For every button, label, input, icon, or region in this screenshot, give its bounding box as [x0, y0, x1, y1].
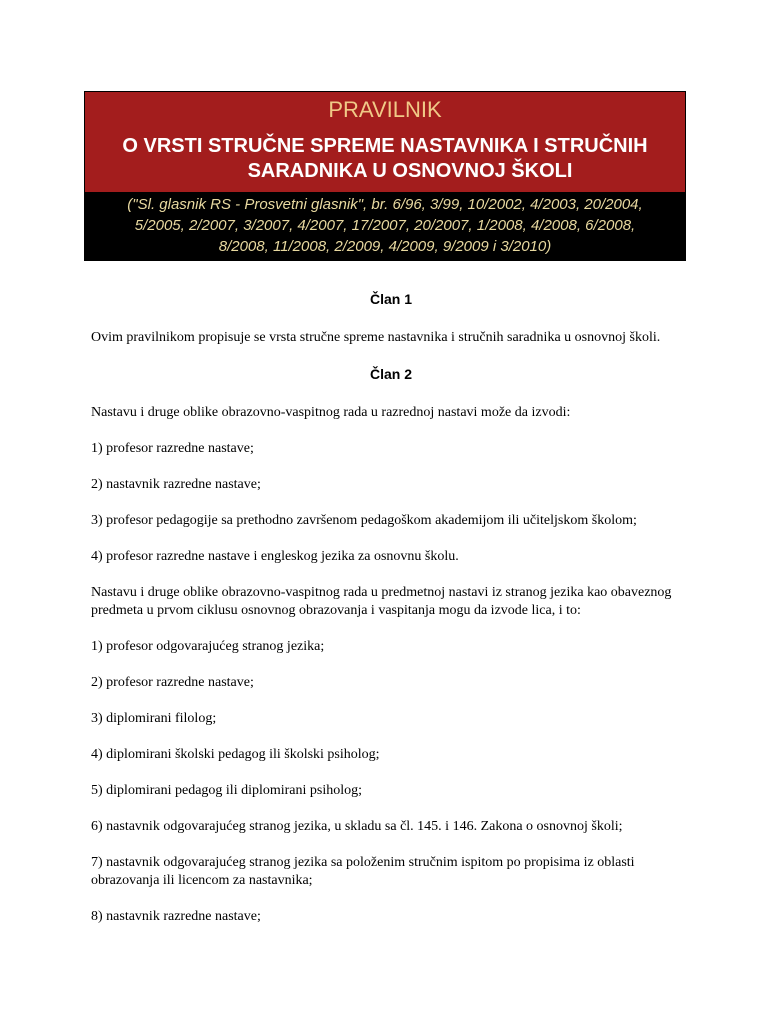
list-item: 3) diplomirani filolog;: [91, 711, 217, 726]
list-item: 7) nastavnik odgovarajućeg stranog jezika sa položenim stručnim ispitom po propisima iz oblasti obrazovanja ili licencom za nastavnika;: [91, 855, 635, 888]
list-item: 4) diplomirani školski pedagog ili školski psiholog;: [91, 747, 380, 762]
list-item: 8) nastavnik razredne nastave;: [91, 909, 261, 924]
header-red-panel: [85, 92, 685, 192]
document-header-banner: [84, 91, 686, 261]
article-2-title: Član 2: [369, 366, 412, 382]
subtitle-line-2: SARADNIKA U OSNOVNOJ ŠKOLI: [247, 160, 573, 182]
gazette-line-1: ("Sl. glasnik RS - Prosvetni glasnik", br. 6/96, 3/99, 10/2002, 4/2003, 20/2004,: [127, 196, 643, 213]
list-item: 5) diplomirani pedagog ili diplomirani psiholog;: [91, 783, 363, 798]
list-item: 2) profesor razredne nastave;: [91, 675, 254, 690]
gazette-line-2: 5/2005, 2/2007, 3/2007, 4/2007, 17/2007, 20/2007, 1/2008, 4/2008, 6/2008,: [134, 217, 636, 234]
list-item: 3) profesor pedagogije sa prethodno završenom pedagoškom akademijom ili učiteljskom školom;: [91, 513, 637, 528]
list-item: 2) nastavnik razredne nastave;: [91, 477, 261, 492]
article-1-title: Član 1: [369, 291, 412, 307]
article-2-intro: Nastavu i druge oblike obrazovno-vaspitnog rada u razrednoj nastavi može da izvodi:: [91, 405, 571, 420]
document-body: [91, 290, 691, 944]
document-title: PRAVILNIK: [328, 97, 442, 122]
article-1-paragraph: Ovim pravilnikom propisuje se vrsta stručne spreme nastavnika i stručnih saradnika u osnovnoj školi.: [91, 330, 661, 345]
article-2-foreign-language-intro: Nastavu i druge oblike obrazovno-vaspitnog rada u predmetnoj nastavi iz stranog jezika kao obaveznog predmeta u prvom ciklusu osnovnog obrazovanja i vaspitanja mogu da izvode lica, i to:: [91, 585, 672, 618]
subtitle-line-1: O VRSTI STRUČNE SPREME NASTAVNIKA I STRUČNIH: [122, 135, 648, 157]
list-item: 1) profesor razredne nastave;: [91, 441, 254, 456]
list-item: 6) nastavnik odgovarajućeg stranog jezika, u skladu sa čl. 145. i 146. Zakona o osnovnoj školi;: [91, 819, 623, 834]
document-subtitle: [85, 134, 685, 184]
gazette-reference: [85, 192, 685, 260]
gazette-line-3: 8/2008, 11/2008, 2/2009, 4/2009, 9/2009 i 3/2010): [218, 238, 552, 255]
list-item: 4) profesor razredne nastave i engleskog jezika za osnovnu školu.: [91, 549, 459, 564]
list-item: 1) profesor odgovarajućeg stranog jezika;: [91, 639, 325, 654]
